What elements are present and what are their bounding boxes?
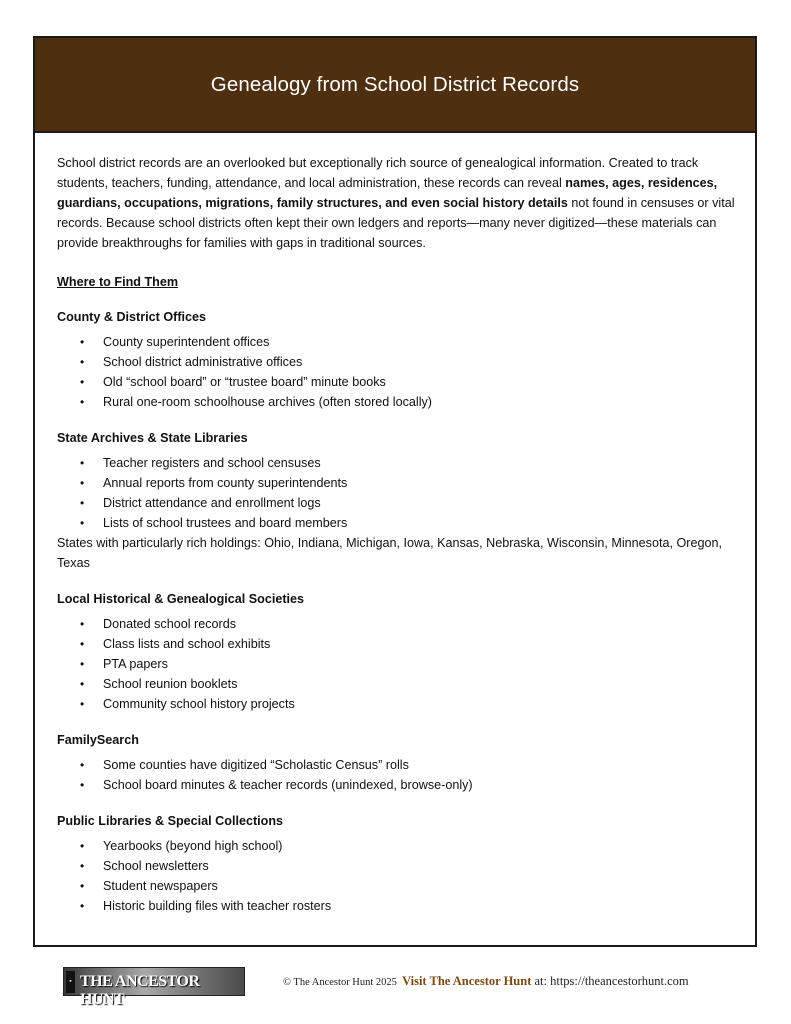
document-frame [33, 36, 757, 947]
ancestor-hunt-logo[interactable] [63, 967, 245, 1008]
bullet-list [57, 332, 737, 412]
group-heading: Local Historical & Genealogical Societies [57, 592, 305, 606]
group-public-libraries [57, 811, 737, 916]
list-item: • Class lists and school exhibits [57, 634, 737, 654]
list-item: • School district administrative offices [57, 352, 737, 372]
logo-badge-icon: ▪ [66, 971, 75, 993]
title-banner [35, 38, 755, 133]
bullet-list [57, 755, 737, 795]
list-item: • Yearbooks (beyond high school) [57, 836, 737, 856]
main-content [57, 153, 737, 932]
list-item: • Some counties have digitized “Scholastic Census” rolls [57, 755, 737, 775]
page-title: Genealogy from School District Records [210, 72, 580, 96]
list-item: • Community school history projects [57, 694, 737, 714]
footer-credit [283, 974, 689, 989]
site-url-text[interactable]: at: https://theancestorhunt.com [531, 974, 689, 988]
list-item: • County superintendent offices [57, 332, 737, 352]
group-state-archives [57, 428, 737, 573]
intro-paragraph [57, 153, 737, 253]
list-item: • Lists of school trustees and board members [57, 513, 737, 533]
group-county-district [57, 307, 737, 412]
intro-text-end: not found in censuses or vital records. Because school districts often kept their own ledgers and reports—many never digitized—these materials can provide breakthroughs for families with gaps in traditional sources. [57, 196, 735, 250]
intro-highlight: names, ages, residences, guardians, occupations, migrations, family structures, and even social history details [57, 176, 718, 210]
group-heading: State Archives & State Libraries [57, 431, 248, 445]
list-item: • Teacher registers and school censuses [57, 453, 737, 473]
list-item: • School reunion booklets [57, 674, 737, 694]
visit-site-link[interactable]: Visit The Ancestor Hunt [402, 974, 532, 988]
group-historical-societies [57, 589, 737, 714]
list-item: • Annual reports from county superintendents [57, 473, 737, 493]
bullet-list [57, 453, 737, 533]
group-familysearch [57, 730, 737, 795]
list-item: • School board minutes & teacher records (unindexed, browse-only) [57, 775, 737, 795]
logo-text: THE ANCESTOR HUNT [80, 973, 200, 1008]
list-item: • Historic building files with teacher rosters [57, 896, 737, 916]
group-heading: County & District Offices [57, 310, 207, 324]
section-heading-where-to-find: Where to Find Them [57, 275, 179, 289]
list-item: • Donated school records [57, 614, 737, 634]
states-note: States with particularly rich holdings: Ohio, Indiana, Michigan, Iowa, Kansas, Nebraska, Wisconsin, Minnesota, Oregon, Texas [57, 536, 722, 570]
page-footer [63, 967, 743, 1008]
list-item: • Rural one-room schoolhouse archives (often stored locally) [57, 392, 737, 412]
copyright-text: © The Ancestor Hunt 2025 [283, 977, 397, 988]
list-item: • Old “school board” or “trustee board” minute books [57, 372, 737, 392]
group-heading: Public Libraries & Special Collections [57, 814, 284, 828]
bullet-list [57, 836, 737, 916]
bullet-list [57, 614, 737, 714]
list-item: • PTA papers [57, 654, 737, 674]
list-item: • District attendance and enrollment logs [57, 493, 737, 513]
list-item: • School newsletters [57, 856, 737, 876]
intro-text-start: School district records are an overlooked but exceptionally rich source of genealogical information. Created to track students, teachers, funding, attendance, and local administration, these records can reveal [57, 156, 699, 190]
list-item: • Student newspapers [57, 876, 737, 896]
group-heading: FamilySearch [57, 733, 139, 747]
